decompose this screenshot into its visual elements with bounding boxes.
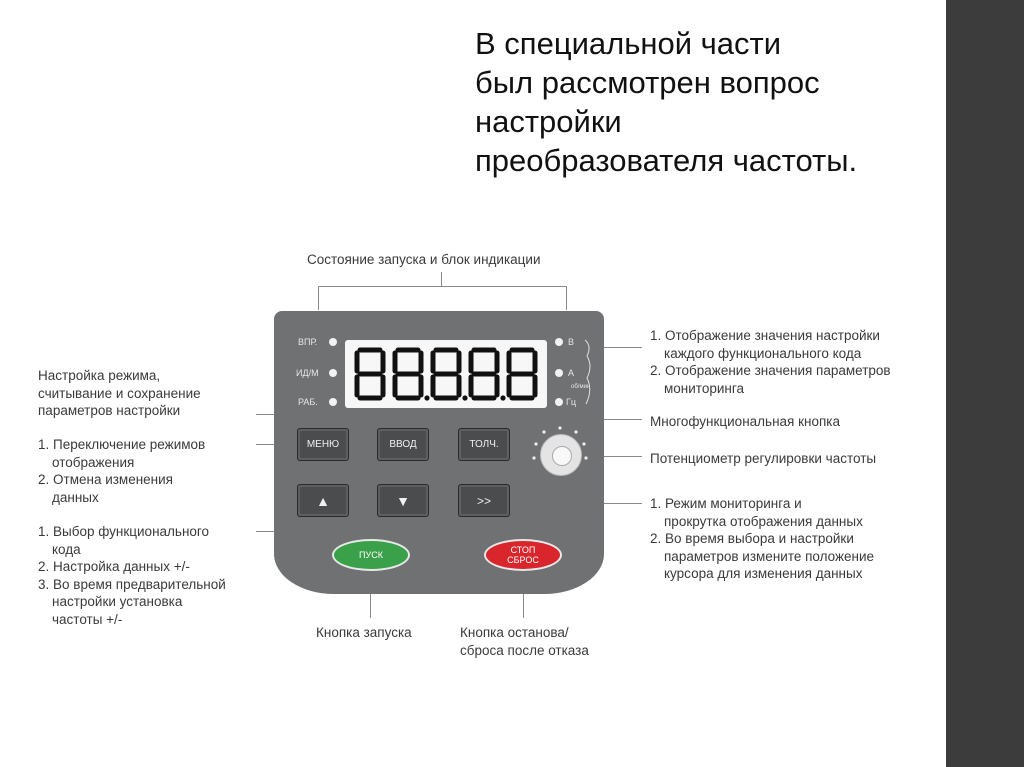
mode-setting-line-2: считывание и сохранение [38,385,201,401]
stop-button-label: СТОП [510,545,536,555]
heading-line-4: преобразователя частоты. [475,143,858,178]
down-key[interactable] [377,484,429,517]
heading-line-3: настройки [475,104,622,139]
up-arrow-icon: ▲ [316,492,330,509]
stop-key-label [460,624,589,659]
stop-key-line-2: сброса после отказа [460,642,589,658]
display-value-line-1: 1. Отображение значения настройки [650,328,880,343]
mode-setting-line-3: параметров настройки [38,403,181,418]
indicator-label-idm: ИД/М [296,368,319,378]
indicator-bracket [584,338,596,408]
function-select-line-3: 2. Настройка данных +/- [38,559,190,574]
display-switch-label [38,436,205,506]
display-switch-line-4: данных [52,489,99,505]
indicator-dot-v [555,338,563,346]
led-display [345,340,547,408]
display-value-line-3: 2. Отображение значения параметров [650,363,891,378]
multifunction-label: Многофункциональная кнопка [650,414,840,429]
monitoring-leader [604,503,642,504]
stop-key-line-1: Кнопка останова/ [460,625,569,640]
monitoring-line-4: параметров измените положение [664,548,875,564]
reset-button-label: СБРОС [507,555,539,565]
monitoring-line-5: курсора для изменения данных [664,566,863,581]
function-select-leader [256,531,274,532]
top-bracket-stem [441,272,442,287]
display-switch-line-1: 1. Переключение режимов [38,437,206,452]
indicator-label-v: В [568,337,575,347]
indicator-label-rab: РАБ. [298,397,318,407]
heading-line-2: был рассмотрен вопрос [475,65,820,100]
top-bracket-line [318,286,567,287]
display-value-line-2: каждого функционального кода [664,345,862,361]
led-digits [345,340,547,408]
monitoring-line-3: 2. Во время выбора и настройки [650,531,854,546]
function-select-line-2: кода [52,541,81,557]
monitoring-label [650,495,874,583]
mode-setting-line-1: Настройка режима, [38,368,161,383]
status-indication-label: Состояние запуска и блок индикации [307,252,541,267]
shift-key[interactable] [458,484,510,517]
mode-setting-label [38,367,201,420]
digit-2-decimal-point [424,395,429,400]
stop-reset-button[interactable] [484,539,562,571]
indicator-dot-rab [329,398,337,406]
monitoring-line-1: 1. Режим мониторинга и [650,496,802,511]
indicator-dot-vpr [329,338,337,346]
indicator-dot-hz [555,398,563,406]
menu-key[interactable]: МЕНЮ [297,428,349,461]
start-key-label: Кнопка запуска [316,625,412,640]
indicator-label-vpr: ВПР. [298,337,318,347]
down-arrow-icon: ▼ [396,492,410,509]
shift-icon: >> [476,493,491,508]
knob-scale-dots [530,424,590,484]
indicator-dot-a [555,369,563,377]
function-select-line-4: 3. Во время предварительной [38,576,226,592]
mode-setting-leader [256,414,274,415]
indicator-label-hz: Гц [566,397,577,407]
display-switch-line-2: отображения [52,454,135,470]
indicator-label-rpm: об/мин [571,384,591,390]
right-sidebar-bar [946,0,1024,767]
display-value-label [650,327,891,397]
start-button[interactable] [332,539,410,571]
digit-3-decimal-point [462,395,467,400]
indicator-dot-idm [329,369,337,377]
indicator-label-a: А [568,368,575,378]
display-switch-leader [256,444,274,445]
start-button-label: ПУСК [359,550,383,560]
function-select-label [38,523,226,628]
potentiometer-label: Потенциометр регулировки частоты [650,451,877,466]
up-key[interactable] [297,484,349,517]
top-bracket-right [566,286,567,310]
start-leader [370,590,371,618]
display-value-line-4: мониторинга [664,380,744,396]
heading-line-1: В специальной части [475,26,782,61]
top-bracket-left [318,286,319,310]
jog-key[interactable]: ТОЛЧ. [458,428,510,461]
function-select-line-5: настройки установка [52,594,183,609]
digit-4-decimal-point [500,395,505,400]
function-select-line-1: 1. Выбор функционального [38,524,210,539]
monitoring-line-2: прокрутка отображения данных [664,513,863,529]
function-select-line-6: частоты +/- [52,611,123,627]
enter-key[interactable]: ВВОД [377,428,429,461]
display-switch-line-3: 2. Отмена изменения [38,472,173,487]
slide-heading [475,24,935,180]
